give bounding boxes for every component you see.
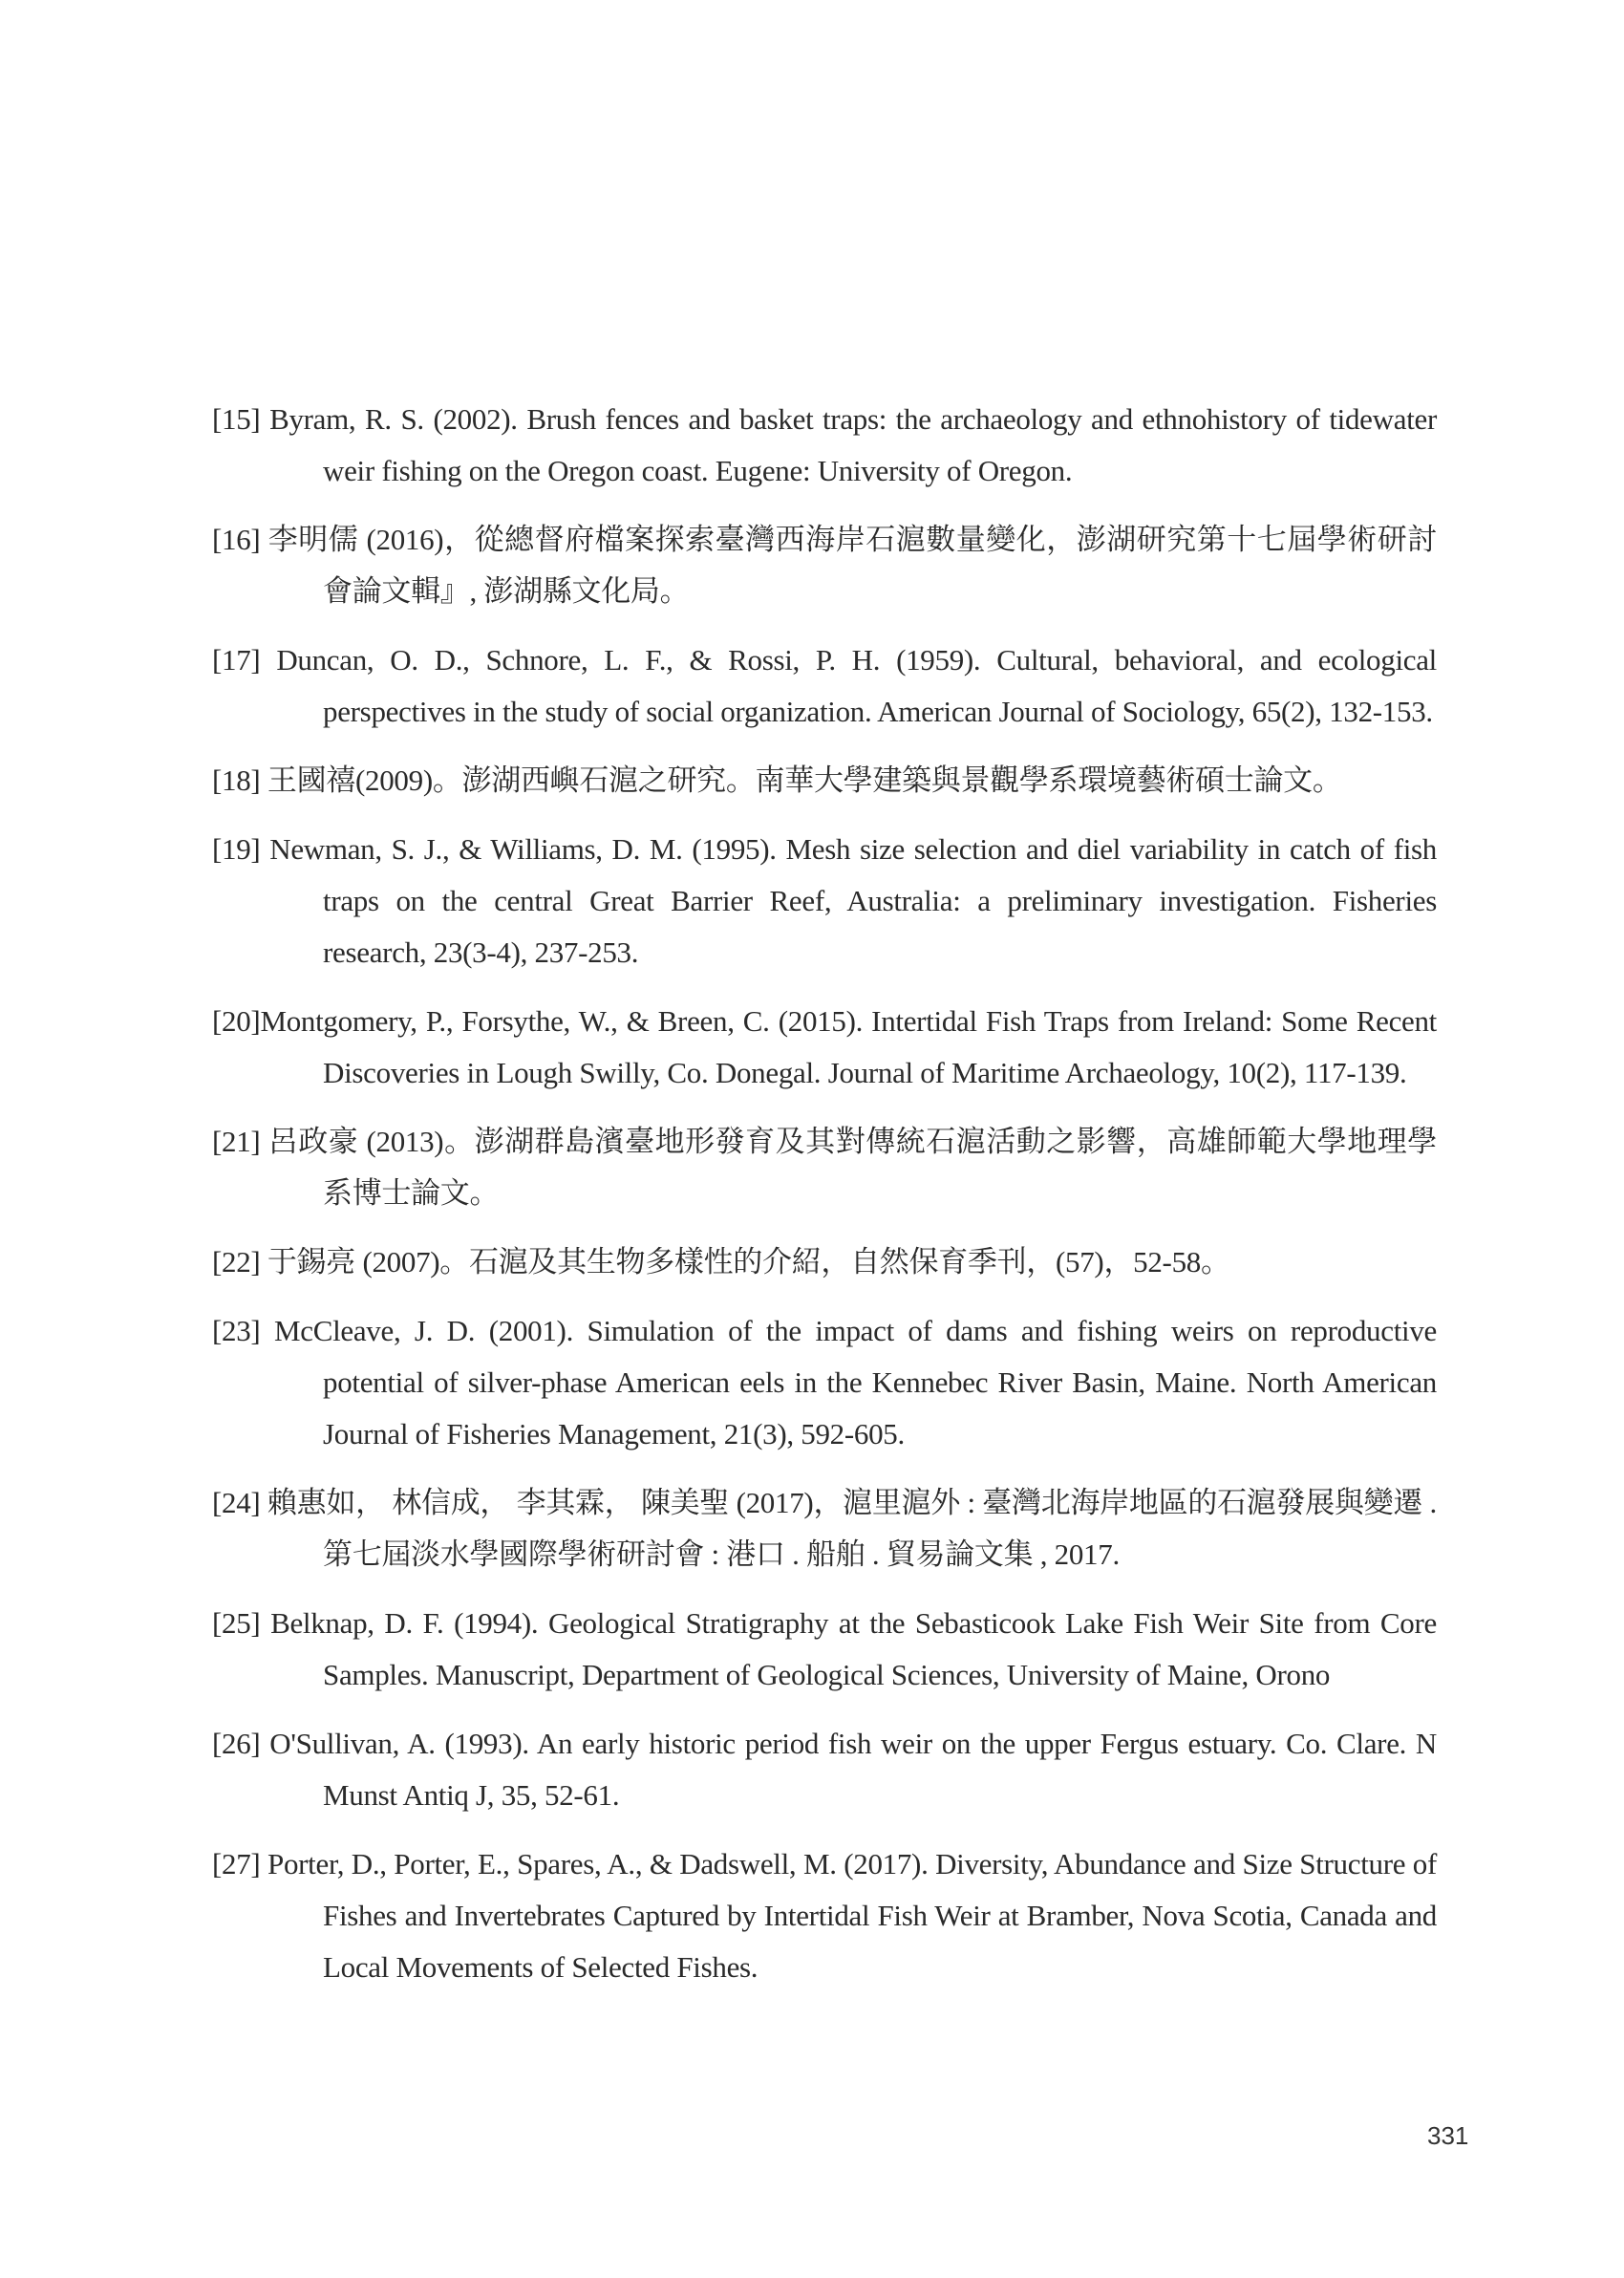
reference-number: [20]	[212, 1004, 261, 1038]
reference-number: [22]	[212, 1245, 267, 1279]
reference-text: Newman, S. J., & Williams, D. M. (1995). Mesh size selection and diel variability in catch of fish traps on the central Great Barrier Reef, Australia: a preliminary investigation. Fisheries research, 23(3-4), 237-253.	[269, 832, 1437, 969]
reference-number: [19]	[212, 832, 270, 866]
reference-text: Montgomery, P., Forsythe, W., & Breen, C. (2015). Intertidal Fish Traps from Ireland: Some Recent Discoveries in Lough Swilly, Co. Donegal. Journal of Maritime Archaeology, 10(2), 117-139.	[260, 1004, 1437, 1089]
reference-number: [15]	[212, 402, 270, 436]
reference-number: [25]	[212, 1606, 271, 1640]
reference-23	[212, 1305, 1437, 1460]
reference-number: [16]	[212, 523, 268, 556]
reference-text: 李明儒 (2016)，從總督府檔案探索臺灣西海岸石滬數量變化，澎湖研究第十七屆學術研討會論文輯』, 澎湖縣文化局。	[267, 523, 1437, 608]
reference-text: O'Sullivan, A. (1993). An early historic period fish weir on the upper Fergus estuary. Co. Clare. N Munst Antiq J, 35, 52-61.	[269, 1727, 1438, 1812]
reference-text: Duncan, O. D., Schnore, L. F., & Rossi, P. H. (1959). Cultural, behavioral, and ecological perspectives in the study of social organization. American Journal of Sociology, 65(2), 132-153.	[276, 643, 1437, 728]
reference-number: [17]	[212, 643, 277, 677]
reference-number: [24]	[212, 1486, 267, 1519]
reference-list	[212, 394, 1437, 2010]
reference-text: Belknap, D. F. (1994). Geological Stratigraphy at the Sebasticook Lake Fish Weir Site from Core Samples. Manuscript, Department of Geological Sciences, University of Maine, Orono	[270, 1606, 1437, 1691]
reference-text: Porter, D., Porter, E., Spares, A., & Dadswell, M. (2017). Diversity, Abundance and Size Structure of Fishes and Invertebrates Captured by Intertidal Fish Weir at Bramber, Nova Scotia, Canada and Local Movements of Selected Fishes.	[267, 1847, 1437, 1984]
reference-text: Byram, R. S. (2002). Brush fences and basket traps: the archaeology and ethnohistory of tidewater weir fishing on the Oregon coast. Eugene: University of Oregon.	[269, 402, 1437, 487]
reference-number: [27]	[212, 1847, 268, 1880]
reference-number: [18]	[212, 763, 267, 797]
reference-27	[212, 1838, 1437, 1993]
reference-number: [21]	[212, 1125, 268, 1158]
reference-26	[212, 1718, 1437, 1821]
reference-number: [26]	[212, 1727, 270, 1760]
reference-19	[212, 824, 1437, 978]
reference-15	[212, 394, 1437, 497]
reference-20	[212, 996, 1437, 1099]
reference-text: 呂政豪 (2013)。澎湖群島濱臺地形發育及其對傳統石滬活動之影響，高雄師範大學地理學系博士論文。	[267, 1125, 1437, 1210]
reference-21	[212, 1116, 1437, 1219]
reference-text: 賴惠如， 林信成， 李其霖， 陳美聖 (2017)，滬里滬外 : 臺灣北海岸地區的石滬發展與變遷 . 第七屆淡水學國際學術研討會 : 港口 . 船舶 . 貿易論文集 , 2017.	[267, 1486, 1437, 1571]
reference-25	[212, 1598, 1437, 1701]
reference-24	[212, 1477, 1437, 1580]
reference-text: McCleave, J. D. (2001). Simulation of the impact of dams and fishing weirs on reproductive potential of silver-phase American eels in the Kennebec River Basin, Maine. North American Journal of Fisheries Management, 21(3), 592-605.	[273, 1314, 1437, 1451]
reference-18	[212, 755, 1437, 806]
page-number: 331	[1427, 2121, 1469, 2150]
reference-text: 于錫亮 (2007)。石滬及其生物多樣性的介紹，自然保育季刊，(57)，52-58。	[267, 1245, 1230, 1279]
reference-text: 王國禧(2009)。澎湖西嶼石滬之研究。南華大學建築與景觀學系環境藝術碩士論文。	[267, 763, 1342, 797]
reference-number: [23]	[212, 1314, 274, 1347]
reference-16	[212, 514, 1437, 617]
reference-17	[212, 634, 1437, 738]
reference-22	[212, 1236, 1437, 1288]
